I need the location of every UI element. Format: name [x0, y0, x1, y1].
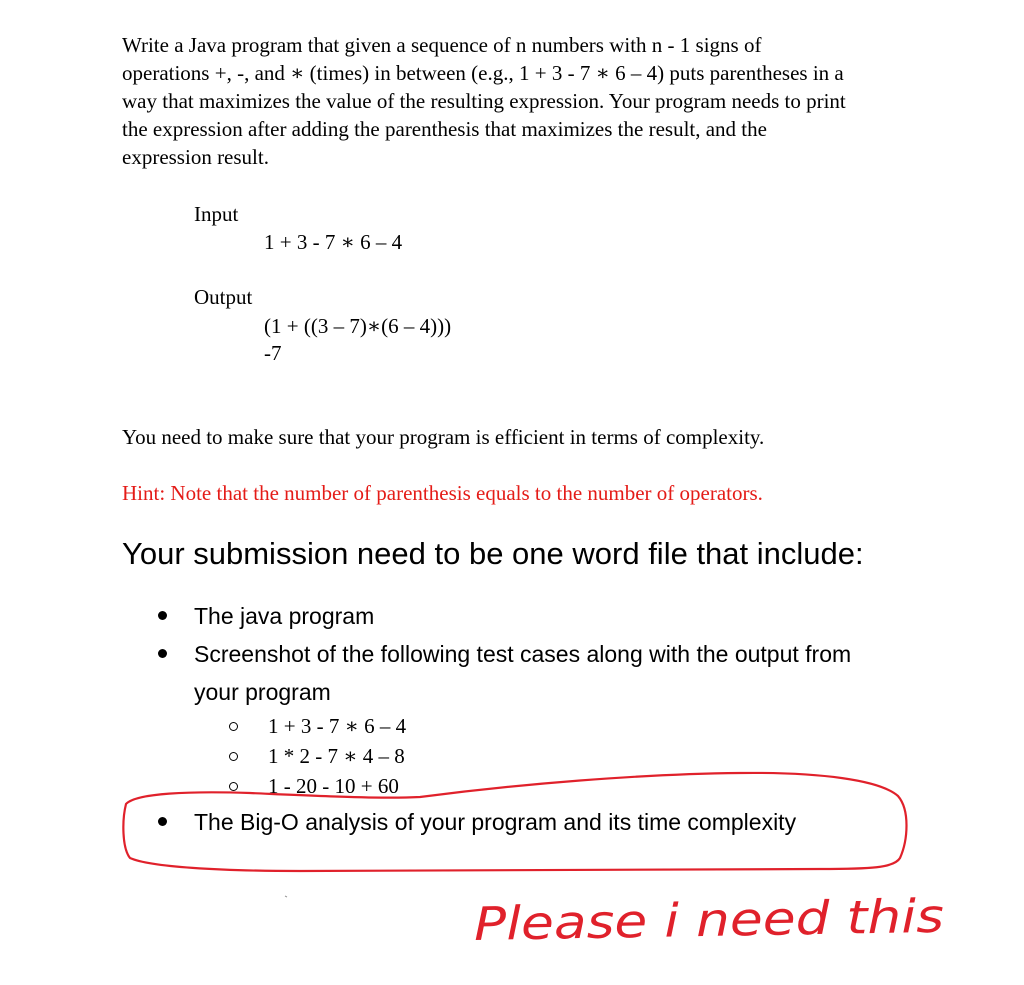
stray-mark: [285, 896, 287, 897]
output-expression: (1 + ((3 – 7)∗(6 – 4))): [264, 314, 452, 338]
hint-text: Hint: Note that the number of parenthesis equals to the number of operators.: [122, 481, 763, 505]
bullet-icon: [158, 611, 167, 620]
bullet-java-program: The java program: [194, 603, 375, 629]
output-label: Output: [194, 285, 253, 309]
handwritten-note: [470, 884, 990, 964]
handwriting-svg: [470, 884, 990, 964]
efficiency-note: You need to make sure that your program is efficient in terms of complexity.: [122, 425, 765, 449]
input-value: 1 + 3 - 7 ∗ 6 – 4: [264, 230, 403, 254]
bullet-icon: [158, 817, 167, 826]
intro-line: Write a Java program that given a sequence of n numbers with n - 1 signs of: [122, 33, 762, 57]
intro-line: way that maximizes the value of the resulting expression. Your program needs to print: [122, 89, 846, 113]
sub-bullet-icon: [229, 722, 238, 731]
bullet-icon: [158, 649, 167, 658]
bullet-screenshot: Screenshot of the following test cases along with the output from: [194, 641, 852, 667]
output-result: -7: [264, 341, 282, 365]
bullet-screenshot-continued: your program: [194, 679, 331, 705]
test-case-1: 1 + 3 - 7 ∗ 6 – 4: [268, 714, 407, 738]
test-case-3: 1 - 20 - 10 + 60: [268, 774, 399, 798]
submission-heading: Your submission need to be one word file that include:: [122, 536, 864, 571]
problem-description: [122, 31, 972, 171]
test-case-2: 1 * 2 - 7 ∗ 4 – 8: [268, 744, 405, 768]
intro-line: the expression after adding the parenthesis that maximizes the result, and the: [122, 117, 767, 141]
intro-line: expression result.: [122, 145, 269, 169]
input-label: Input: [194, 202, 239, 226]
handwritten-note-text: Please i need this: [473, 889, 880, 951]
bullet-big-o: The Big-O analysis of your program and its time complexity: [194, 809, 797, 835]
sub-bullet-icon: [229, 752, 238, 761]
intro-line: operations +, -, and ∗ (times) in between (e.g., 1 + 3 - 7 ∗ 6 – 4) puts parentheses in a: [122, 61, 844, 85]
sub-bullet-icon: [229, 782, 238, 791]
